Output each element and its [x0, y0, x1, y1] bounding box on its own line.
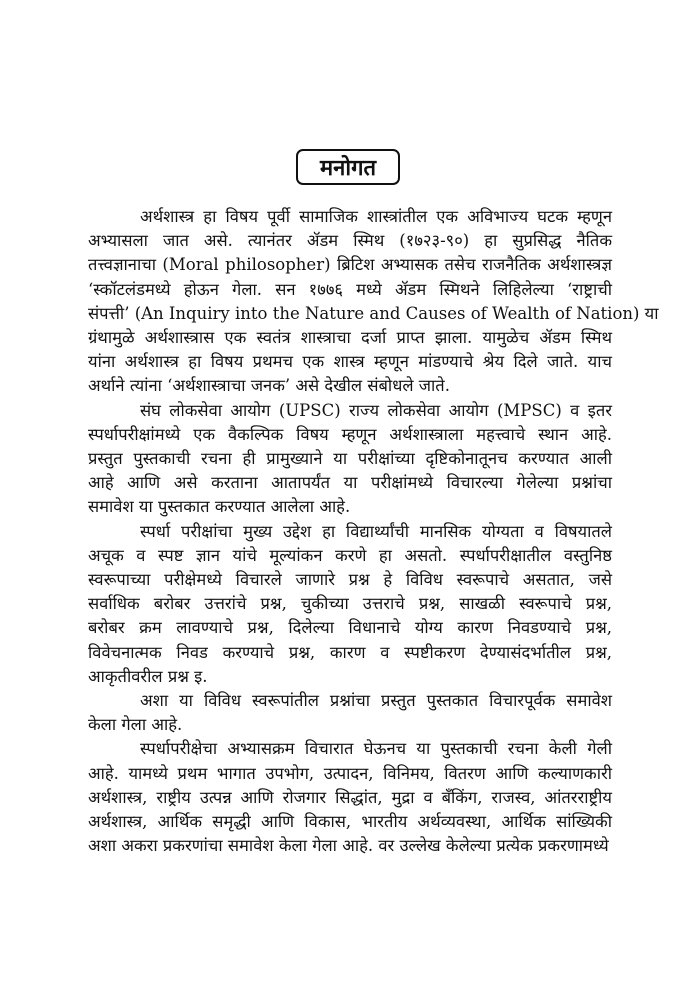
text-line: अशा या विविध स्वरूपांतील प्रश्नांचा प्रस्तुत पुस्तकात विचारपूर्वक समावेश — [140, 691, 612, 711]
body-text — [88, 205, 659, 858]
text-line: स्पर्धा परीक्षांचा मुख्य उद्देश हा विद्यार्थ्यांची मानसिक योग्यता व विषयातले — [140, 521, 612, 541]
text-line: अर्थशास्त्र हा विषय पूर्वी सामाजिक शास्त्रांतील एक अविभाज्य घटक म्हणून — [140, 207, 612, 226]
text-line: स्वरूपाच्या परीक्षेमध्ये विचारले जाणारे प्रश्न हे विविध स्वरूपाचे असतात, जसे — [88, 570, 612, 590]
text-line: सर्वाधिक बरोबर उत्तरांचे प्रश्न, चुकीच्या उत्तराचे प्रश्न, साखळी स्वरूपाचे प्रश्न, — [88, 594, 612, 614]
text-line: स्पर्धापरीक्षांमध्ये एक वैकल्पिक विषय म्हणून अर्थशास्त्राला महत्त्वाचे स्थान आहे. — [88, 424, 612, 444]
text-line: आहे. यामध्ये प्रथम भागात उपभोग, उत्पादन, विनिमय, वितरण आणि कल्याणकारी — [88, 763, 612, 783]
paragraph — [88, 737, 612, 858]
text-line: तत्त्वज्ञानाचा (Moral philosopher) ब्रिटिश अभ्यासक तसेच राजनैतिक अर्थशास्त्रज्ञ — [88, 255, 612, 275]
text-line: यांना अर्थशास्त्र हा विषय प्रथमच एक शास्त्र म्हणून मांडण्याचे श्रेय दिले जाते. याच — [88, 352, 612, 372]
text-line: समावेश या पुस्तकात करण्यात आलेला आहे. — [88, 497, 351, 517]
text-line: स्पर्धापरीक्षेचा अभ्यासक्रम विचारात घेऊनच या पुस्तकाची रचना केली गेली — [140, 739, 612, 759]
text-line: अशा अकरा प्रकरणांचा समावेश केला गेला आहे. वर उल्लेख केलेल्या प्रत्येक प्रकरणामध्ये — [88, 836, 609, 856]
text-line: आहे आणि असे करताना आतापर्यंत या परीक्षांमध्ये विचारल्या गेलेल्या प्रश्नांचा — [88, 473, 612, 493]
paragraph — [88, 520, 612, 689]
text-line: संघ लोकसेवा आयोग (UPSC) राज्य लोकसेवा आयोग (MPSC) व इतर — [140, 400, 612, 420]
text-line: संपत्ती’ (An Inquiry into the Nature and Causes of Wealth of Nation) या — [88, 303, 659, 323]
text-line: ‘स्कॉटलंडमध्ये होऊन गेला. सन १७७६ मध्ये ॲडम स्मिथने लिहिलेल्या ‘राष्ट्राची — [88, 279, 612, 299]
page-title: मनोगत — [296, 149, 400, 185]
text-line: प्रस्तुत पुस्तकाची रचना ही प्रामुख्याने या परीक्षांच्या दृष्टिकोनातूनच करण्यात आली — [88, 449, 612, 469]
text-line: अर्थाने त्यांना ‘अर्थशास्त्राचा जनक’ असे देखील संबोधले जाते. — [88, 376, 450, 396]
paragraph — [88, 689, 612, 737]
paragraph — [88, 399, 612, 520]
text-line: अभ्यासला जात असे. त्यानंतर ॲडम स्मिथ (१७२३-९०) हा सुप्रसिद्ध नैतिक — [88, 231, 612, 251]
text-line: अर्थशास्त्र, आर्थिक समृद्धी आणि विकास, भारतीय अर्थव्यवस्था, आर्थिक सांख्यिकी — [88, 812, 612, 832]
text-line: अर्थशास्त्र, राष्ट्रीय उत्पन्न आणि रोजगार सिद्धांत, मुद्रा व बँकिंग, राजस्व, आंतरराष्ट्रीय — [88, 787, 612, 807]
text-line: विवेचनात्मक निवड करण्याचे प्रश्न, कारण व स्पष्टीकरण देण्यासंदर्भातील प्रश्न, — [88, 642, 612, 662]
text-line: ग्रंथामुळे अर्थशास्त्रास एक स्वतंत्र शास्त्राचा दर्जा प्राप्त झाला. यामुळेच ॲडम स्मिथ — [88, 328, 612, 348]
text-line: अचूक व स्पष्ट ज्ञान यांचे मूल्यांकन करणे हा असतो. स्पर्धापरीक्षातील वस्तुनिष्ठ — [88, 545, 612, 565]
text-line: बरोबर क्रम लावण्याचे प्रश्न, दिलेल्या विधानाचे योग्य कारण निवडण्याचे प्रश्न, — [88, 618, 612, 638]
text-line: आकृतीवरील प्रश्न इ. — [88, 666, 208, 686]
paragraph — [88, 205, 659, 399]
text-line: केला गेला आहे. — [88, 715, 183, 735]
